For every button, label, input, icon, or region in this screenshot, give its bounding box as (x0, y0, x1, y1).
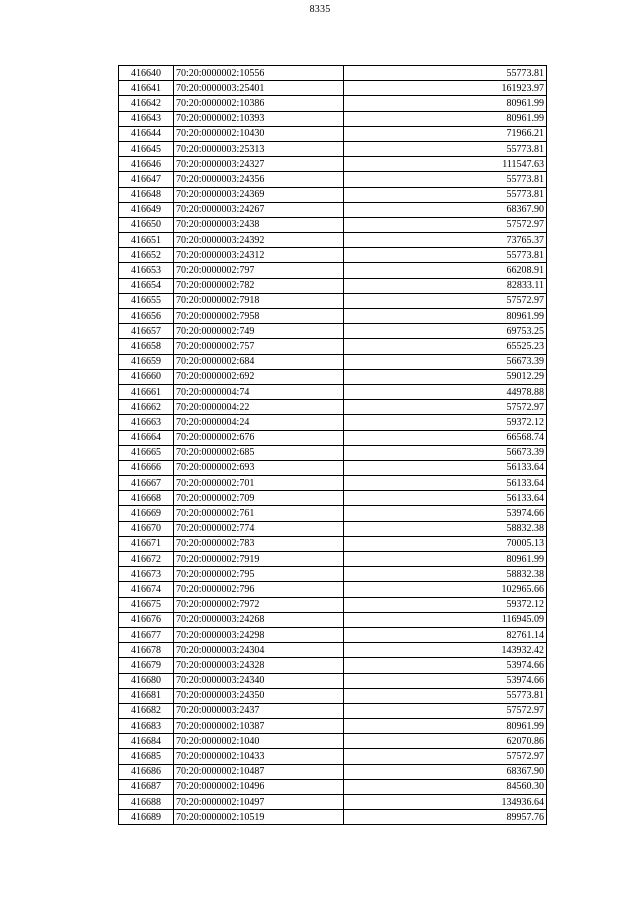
value-cell: 134936.64 (344, 795, 547, 810)
cadastral-number-cell: 70:20:0000002:10519 (174, 810, 344, 825)
row-id-cell: 416659 (119, 354, 174, 369)
table-row (119, 703, 547, 718)
cadastral-number-cell: 70:20:0000002:701 (174, 476, 344, 491)
cadastral-number-cell: 70:20:0000002:10487 (174, 764, 344, 779)
row-id-cell: 416655 (119, 293, 174, 308)
value-cell: 82833.11 (344, 278, 547, 293)
cadastral-number-cell: 70:20:0000002:10433 (174, 749, 344, 764)
table-row (119, 536, 547, 551)
table-row (119, 764, 547, 779)
row-id-cell: 416640 (119, 66, 174, 81)
table-row (119, 354, 547, 369)
value-cell: 102965.66 (344, 582, 547, 597)
value-cell: 56673.39 (344, 354, 547, 369)
row-id-cell: 416661 (119, 384, 174, 399)
cadastral-number-cell: 70:20:0000002:10430 (174, 126, 344, 141)
table-row (119, 369, 547, 384)
cadastral-number-cell: 70:20:0000002:795 (174, 567, 344, 582)
row-id-cell: 416673 (119, 567, 174, 582)
table-row (119, 627, 547, 642)
value-cell: 62070.86 (344, 734, 547, 749)
value-cell: 80961.99 (344, 111, 547, 126)
value-cell: 53974.66 (344, 506, 547, 521)
cadastral-number-cell: 70:20:0000004:24 (174, 415, 344, 430)
table-row (119, 293, 547, 308)
value-cell: 80961.99 (344, 719, 547, 734)
cadastral-number-cell: 70:20:0000002:7919 (174, 552, 344, 567)
cadastral-number-cell: 70:20:0000002:782 (174, 278, 344, 293)
table-row (119, 384, 547, 399)
table-row (119, 476, 547, 491)
value-cell: 68367.90 (344, 202, 547, 217)
row-id-cell: 416678 (119, 643, 174, 658)
row-id-cell: 416683 (119, 719, 174, 734)
row-id-cell: 416660 (119, 369, 174, 384)
row-id-cell: 416654 (119, 278, 174, 293)
value-cell: 65525.23 (344, 339, 547, 354)
cadastral-number-cell: 70:20:0000002:10393 (174, 111, 344, 126)
cadastral-number-cell: 70:20:0000003:25313 (174, 141, 344, 156)
value-cell: 58832.38 (344, 521, 547, 536)
value-cell: 70005.13 (344, 536, 547, 551)
value-cell: 59012.29 (344, 369, 547, 384)
cadastral-number-cell: 70:20:0000003:2437 (174, 703, 344, 718)
table-row (119, 643, 547, 658)
table-row (119, 795, 547, 810)
table-row (119, 582, 547, 597)
table-row (119, 415, 547, 430)
row-id-cell: 416656 (119, 309, 174, 324)
table-row (119, 202, 547, 217)
value-cell: 57572.97 (344, 749, 547, 764)
value-cell: 69753.25 (344, 324, 547, 339)
cadastral-number-cell: 70:20:0000002:1040 (174, 734, 344, 749)
table-row (119, 567, 547, 582)
row-id-cell: 416649 (119, 202, 174, 217)
value-cell: 57572.97 (344, 703, 547, 718)
table-row (119, 658, 547, 673)
value-cell: 80961.99 (344, 552, 547, 567)
row-id-cell: 416644 (119, 126, 174, 141)
table-row (119, 552, 547, 567)
table-row (119, 96, 547, 111)
row-id-cell: 416682 (119, 703, 174, 718)
row-id-cell: 416647 (119, 172, 174, 187)
row-id-cell: 416688 (119, 795, 174, 810)
cadastral-number-cell: 70:20:0000003:24356 (174, 172, 344, 187)
row-id-cell: 416664 (119, 430, 174, 445)
table-row (119, 400, 547, 415)
row-id-cell: 416641 (119, 81, 174, 96)
value-cell: 44978.88 (344, 384, 547, 399)
row-id-cell: 416663 (119, 415, 174, 430)
cadastral-number-cell: 70:20:0000002:7958 (174, 309, 344, 324)
cadastral-number-cell: 70:20:0000004:74 (174, 384, 344, 399)
table-row (119, 278, 547, 293)
table-row (119, 111, 547, 126)
row-id-cell: 416674 (119, 582, 174, 597)
cadastral-number-cell: 70:20:0000003:24304 (174, 643, 344, 658)
table-row (119, 141, 547, 156)
cadastral-number-cell: 70:20:0000003:24328 (174, 658, 344, 673)
row-id-cell: 416658 (119, 339, 174, 354)
cadastral-number-cell: 70:20:0000002:693 (174, 460, 344, 475)
row-id-cell: 416665 (119, 445, 174, 460)
cadastral-number-cell: 70:20:0000003:2438 (174, 217, 344, 232)
table-row (119, 263, 547, 278)
value-cell: 58832.38 (344, 567, 547, 582)
cadastral-number-cell: 70:20:0000003:24312 (174, 248, 344, 263)
cadastral-number-cell: 70:20:0000002:749 (174, 324, 344, 339)
cadastral-number-cell: 70:20:0000003:24267 (174, 202, 344, 217)
cadastral-number-cell: 70:20:0000002:783 (174, 536, 344, 551)
table-row (119, 460, 547, 475)
table-row (119, 597, 547, 612)
row-id-cell: 416650 (119, 217, 174, 232)
value-cell: 66568.74 (344, 430, 547, 445)
cadastral-number-cell: 70:20:0000002:761 (174, 506, 344, 521)
row-id-cell: 416668 (119, 491, 174, 506)
cadastral-number-cell: 70:20:0000002:676 (174, 430, 344, 445)
row-id-cell: 416670 (119, 521, 174, 536)
table-body (119, 66, 547, 825)
value-cell: 55773.81 (344, 187, 547, 202)
table-row (119, 779, 547, 794)
cadastral-number-cell: 70:20:0000002:796 (174, 582, 344, 597)
row-id-cell: 416679 (119, 658, 174, 673)
row-id-cell: 416686 (119, 764, 174, 779)
row-id-cell: 416676 (119, 612, 174, 627)
table-row (119, 157, 547, 172)
row-id-cell: 416671 (119, 536, 174, 551)
cadastral-number-cell: 70:20:0000003:25401 (174, 81, 344, 96)
row-id-cell: 416680 (119, 673, 174, 688)
value-cell: 80961.99 (344, 309, 547, 324)
value-cell: 84560.30 (344, 779, 547, 794)
table-row (119, 810, 547, 825)
cadastral-number-cell: 70:20:0000002:692 (174, 369, 344, 384)
row-id-cell: 416653 (119, 263, 174, 278)
table-row (119, 187, 547, 202)
value-cell: 59372.12 (344, 415, 547, 430)
table-row (119, 309, 547, 324)
value-cell: 68367.90 (344, 764, 547, 779)
table-row (119, 445, 547, 460)
table-row (119, 217, 547, 232)
value-cell: 89957.76 (344, 810, 547, 825)
cadastral-number-cell: 70:20:0000002:10387 (174, 719, 344, 734)
table-row (119, 324, 547, 339)
cadastral-number-cell: 70:20:0000002:10496 (174, 779, 344, 794)
row-id-cell: 416642 (119, 96, 174, 111)
row-id-cell: 416666 (119, 460, 174, 475)
value-cell: 57572.97 (344, 400, 547, 415)
table-row (119, 521, 547, 536)
value-cell: 80961.99 (344, 96, 547, 111)
table-row (119, 81, 547, 96)
cadastral-number-cell: 70:20:0000003:24369 (174, 187, 344, 202)
value-cell: 56133.64 (344, 476, 547, 491)
value-cell: 143932.42 (344, 643, 547, 658)
value-cell: 116945.09 (344, 612, 547, 627)
row-id-cell: 416657 (119, 324, 174, 339)
value-cell: 57572.97 (344, 217, 547, 232)
row-id-cell: 416645 (119, 141, 174, 156)
value-cell: 66208.91 (344, 263, 547, 278)
cadastral-number-cell: 70:20:0000003:24298 (174, 627, 344, 642)
row-id-cell: 416672 (119, 552, 174, 567)
cadastral-number-cell: 70:20:0000002:10556 (174, 66, 344, 81)
table-row (119, 506, 547, 521)
cadastral-number-cell: 70:20:0000002:684 (174, 354, 344, 369)
row-id-cell: 416648 (119, 187, 174, 202)
cadastral-number-cell: 70:20:0000002:774 (174, 521, 344, 536)
row-id-cell: 416675 (119, 597, 174, 612)
cadastral-number-cell: 70:20:0000002:709 (174, 491, 344, 506)
cadastral-number-cell: 70:20:0000003:24340 (174, 673, 344, 688)
table-row (119, 66, 547, 81)
value-cell: 55773.81 (344, 172, 547, 187)
cadastral-number-cell: 70:20:0000004:22 (174, 400, 344, 415)
row-id-cell: 416681 (119, 688, 174, 703)
row-id-cell: 416669 (119, 506, 174, 521)
cadastral-number-cell: 70:20:0000002:685 (174, 445, 344, 460)
cadastral-number-cell: 70:20:0000002:10497 (174, 795, 344, 810)
value-cell: 55773.81 (344, 688, 547, 703)
row-id-cell: 416643 (119, 111, 174, 126)
row-id-cell: 416687 (119, 779, 174, 794)
value-cell: 57572.97 (344, 293, 547, 308)
row-id-cell: 416662 (119, 400, 174, 415)
table-row (119, 673, 547, 688)
cadastral-number-cell: 70:20:0000003:24327 (174, 157, 344, 172)
row-id-cell: 416651 (119, 233, 174, 248)
data-table (118, 65, 547, 825)
value-cell: 53974.66 (344, 673, 547, 688)
value-cell: 55773.81 (344, 66, 547, 81)
cadastral-number-cell: 70:20:0000002:10386 (174, 96, 344, 111)
cadastral-number-cell: 70:20:0000002:7972 (174, 597, 344, 612)
row-id-cell: 416646 (119, 157, 174, 172)
cadastral-number-cell: 70:20:0000002:7918 (174, 293, 344, 308)
value-cell: 111547.63 (344, 157, 547, 172)
table-row (119, 734, 547, 749)
cadastral-number-cell: 70:20:0000003:24268 (174, 612, 344, 627)
row-id-cell: 416684 (119, 734, 174, 749)
value-cell: 55773.81 (344, 248, 547, 263)
cadastral-number-cell: 70:20:0000002:757 (174, 339, 344, 354)
table-row (119, 491, 547, 506)
table-row (119, 430, 547, 445)
table-row (119, 749, 547, 764)
value-cell: 71966.21 (344, 126, 547, 141)
cadastral-number-cell: 70:20:0000003:24392 (174, 233, 344, 248)
value-cell: 56133.64 (344, 460, 547, 475)
value-cell: 56673.39 (344, 445, 547, 460)
value-cell: 56133.64 (344, 491, 547, 506)
table-row (119, 719, 547, 734)
row-id-cell: 416667 (119, 476, 174, 491)
table-row (119, 248, 547, 263)
row-id-cell: 416677 (119, 627, 174, 642)
row-id-cell: 416685 (119, 749, 174, 764)
row-id-cell: 416652 (119, 248, 174, 263)
value-cell: 59372.12 (344, 597, 547, 612)
cadastral-number-cell: 70:20:0000003:24350 (174, 688, 344, 703)
page-number: 8335 (309, 4, 331, 15)
table-row (119, 339, 547, 354)
cadastral-number-cell: 70:20:0000002:797 (174, 263, 344, 278)
table-row (119, 233, 547, 248)
value-cell: 55773.81 (344, 141, 547, 156)
table-row (119, 172, 547, 187)
value-cell: 82761.14 (344, 627, 547, 642)
value-cell: 161923.97 (344, 81, 547, 96)
row-id-cell: 416689 (119, 810, 174, 825)
value-cell: 73765.37 (344, 233, 547, 248)
table-row (119, 612, 547, 627)
value-cell: 53974.66 (344, 658, 547, 673)
table-row (119, 688, 547, 703)
table-row (119, 126, 547, 141)
